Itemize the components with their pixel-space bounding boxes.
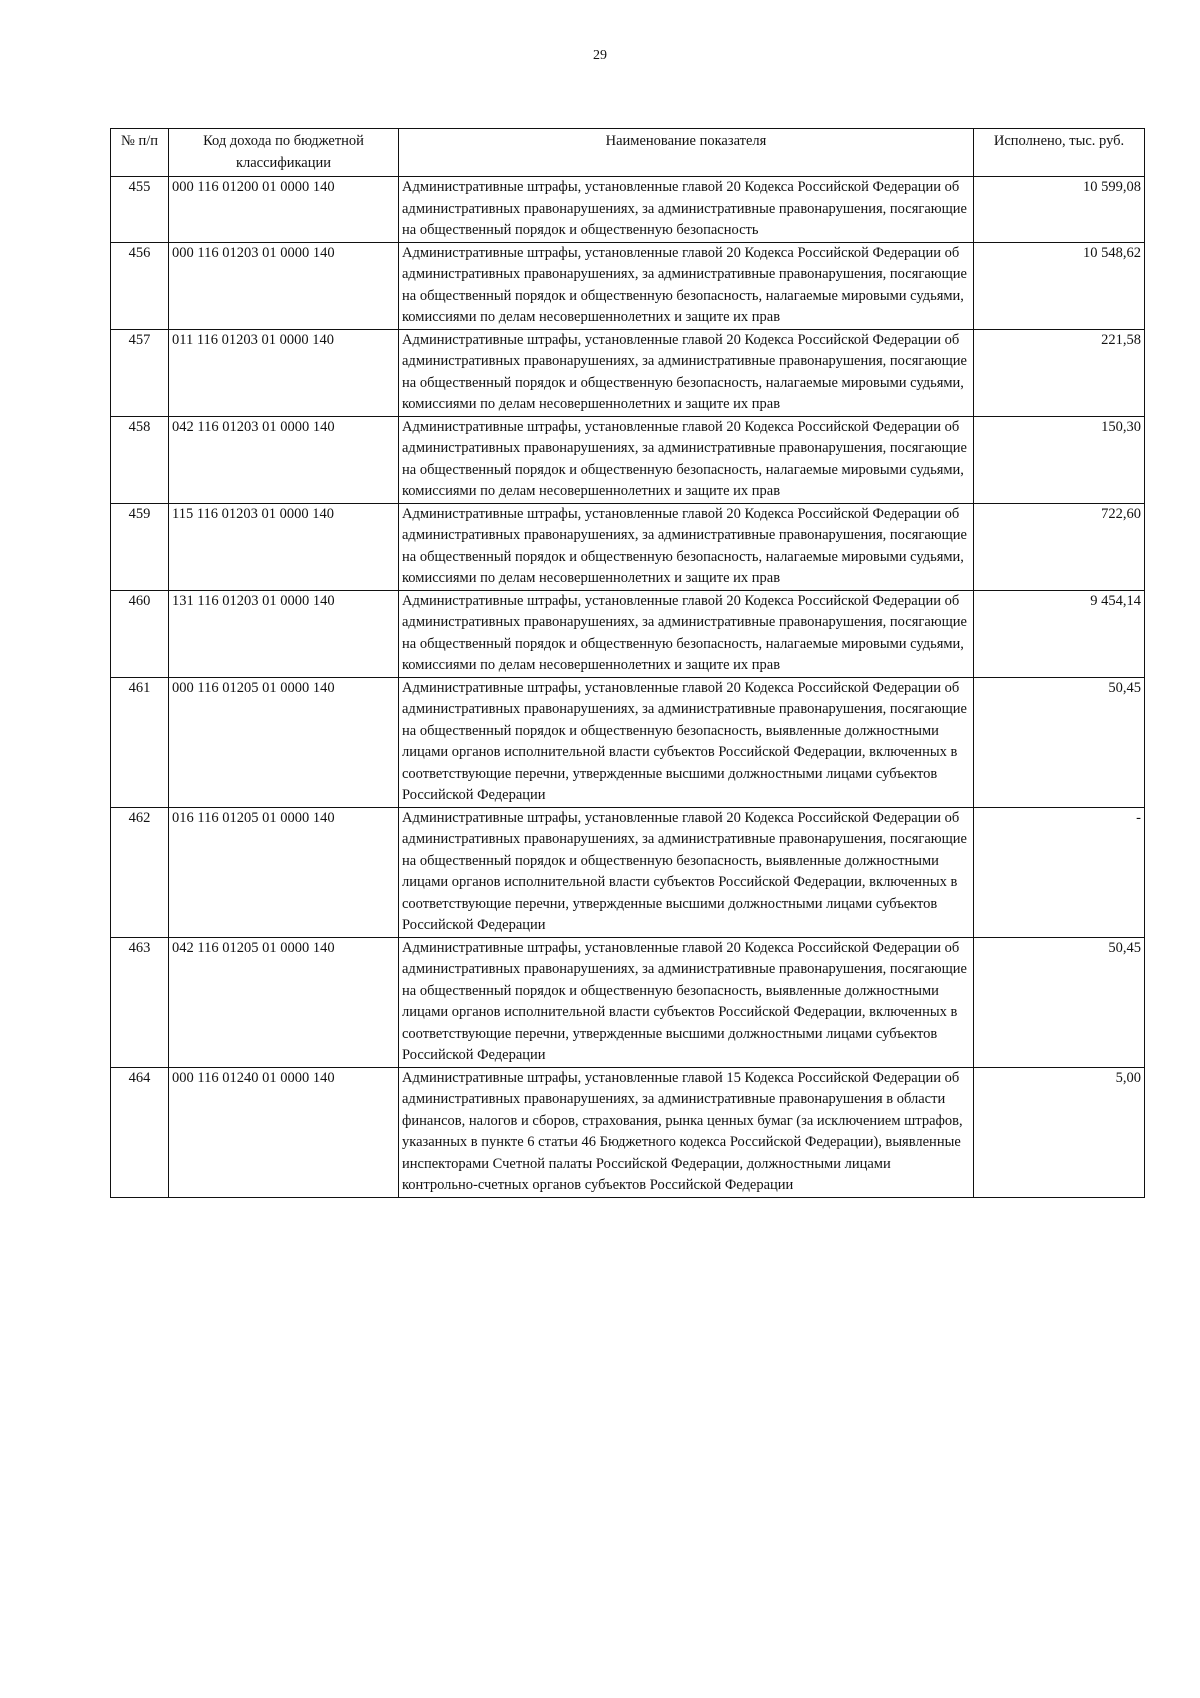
- table-row: [111, 590, 1145, 677]
- row-value: -: [974, 807, 1145, 937]
- row-value: 9 454,14: [974, 590, 1145, 677]
- table-row: [111, 177, 1145, 243]
- row-value: 10 599,08: [974, 177, 1145, 243]
- row-value: 150,30: [974, 416, 1145, 503]
- row-name: Административные штрафы, установленные главой 20 Кодекса Российской Федерации об административных правонарушениях, за административные правонарушения, посягающие на общественный порядок и общественную безопасность, налагаемые мировыми судьями, комиссиями по делам несовершеннолетних и защите их прав: [399, 590, 974, 677]
- row-num: 456: [111, 242, 169, 329]
- table-row: [111, 677, 1145, 807]
- row-num: 462: [111, 807, 169, 937]
- row-num: 455: [111, 177, 169, 243]
- table-row: [111, 416, 1145, 503]
- row-name: Административные штрафы, установленные главой 20 Кодекса Российской Федерации об административных правонарушениях, за административные правонарушения, посягающие на общественный порядок и общественную безопасность, налагаемые мировыми судьями, комиссиями по делам несовершеннолетних и защите их прав: [399, 242, 974, 329]
- header-value: Исполнено, тыс. руб.: [974, 129, 1145, 177]
- row-value: 5,00: [974, 1067, 1145, 1197]
- row-value: 221,58: [974, 329, 1145, 416]
- row-code: 042 116 01205 01 0000 140: [169, 937, 399, 1067]
- row-value: 722,60: [974, 503, 1145, 590]
- table-row: [111, 1067, 1145, 1197]
- row-name: Административные штрафы, установленные главой 20 Кодекса Российской Федерации об административных правонарушениях, за административные правонарушения, посягающие на общественный порядок и общественную безопасность, налагаемые мировыми судьями, комиссиями по делам несовершеннолетних и защите их прав: [399, 416, 974, 503]
- table-row: [111, 329, 1145, 416]
- row-num: 459: [111, 503, 169, 590]
- row-num: 464: [111, 1067, 169, 1197]
- row-num: 457: [111, 329, 169, 416]
- budget-revenue-table: [110, 128, 1145, 1198]
- row-value: 10 548,62: [974, 242, 1145, 329]
- row-name: Административные штрафы, установленные главой 20 Кодекса Российской Федерации об административных правонарушениях, за административные правонарушения, посягающие на общественный порядок и общественную безопасность, выявленные должностными лицами органов исполнительной власти субъектов Российской Федерации, включенных в соответствующие перечни, утвержденные высшими должностными лицами субъектов Российской Федерации: [399, 677, 974, 807]
- table-header-row: [111, 129, 1145, 177]
- table-row: [111, 807, 1145, 937]
- row-value: 50,45: [974, 937, 1145, 1067]
- row-code: 042 116 01203 01 0000 140: [169, 416, 399, 503]
- page-number: 29: [593, 48, 607, 63]
- header-num: № п/п: [111, 129, 169, 177]
- row-code: 000 116 01200 01 0000 140: [169, 177, 399, 243]
- row-num: 460: [111, 590, 169, 677]
- header-code: Код дохода по бюджетной классификации: [169, 129, 399, 177]
- row-num: 461: [111, 677, 169, 807]
- table-row: [111, 937, 1145, 1067]
- table-row: [111, 242, 1145, 329]
- header-name: Наименование показателя: [399, 129, 974, 177]
- row-num: 458: [111, 416, 169, 503]
- row-name: Административные штрафы, установленные главой 20 Кодекса Российской Федерации об административных правонарушениях, за административные правонарушения, посягающие на общественный порядок и общественную безопасность, налагаемые мировыми судьями, комиссиями по делам несовершеннолетних и защите их прав: [399, 503, 974, 590]
- row-code: 115 116 01203 01 0000 140: [169, 503, 399, 590]
- row-value: 50,45: [974, 677, 1145, 807]
- row-code: 016 116 01205 01 0000 140: [169, 807, 399, 937]
- row-name: Административные штрафы, установленные главой 15 Кодекса Российской Федерации об административных правонарушениях, за административные правонарушения в области финансов, налогов и сборов, страхования, рынка ценных бумаг (за исключением штрафов, указанных в пункте 6 статьи 46 Бюджетного кодекса Российской Федерации), выявленные инспекторами Счетной палаты Российской Федерации, должностными лицами контрольно-счетных органов субъектов Российской Федерации: [399, 1067, 974, 1197]
- row-code: 000 116 01240 01 0000 140: [169, 1067, 399, 1197]
- row-num: 463: [111, 937, 169, 1067]
- row-code: 000 116 01205 01 0000 140: [169, 677, 399, 807]
- row-code: 131 116 01203 01 0000 140: [169, 590, 399, 677]
- row-name: Административные штрафы, установленные главой 20 Кодекса Российской Федерации об административных правонарушениях, за административные правонарушения, посягающие на общественный порядок и общественную безопасность, выявленные должностными лицами органов исполнительной власти субъектов Российской Федерации, включенных в соответствующие перечни, утвержденные высшими должностными лицами субъектов Российской Федерации: [399, 937, 974, 1067]
- row-code: 011 116 01203 01 0000 140: [169, 329, 399, 416]
- row-name: Административные штрафы, установленные главой 20 Кодекса Российской Федерации об административных правонарушениях, за административные правонарушения, посягающие на общественный порядок и общественную безопасность, выявленные должностными лицами органов исполнительной власти субъектов Российской Федерации, включенных в соответствующие перечни, утвержденные высшими должностными лицами субъектов Российской Федерации: [399, 807, 974, 937]
- row-name: Административные штрафы, установленные главой 20 Кодекса Российской Федерации об административных правонарушениях, за административные правонарушения, посягающие на общественный порядок и общественную безопасность, налагаемые мировыми судьями, комиссиями по делам несовершеннолетних и защите их прав: [399, 329, 974, 416]
- row-name: Административные штрафы, установленные главой 20 Кодекса Российской Федерации об административных правонарушениях, за административные правонарушения, посягающие на общественный порядок и общественную безопасность: [399, 177, 974, 243]
- table-row: [111, 503, 1145, 590]
- row-code: 000 116 01203 01 0000 140: [169, 242, 399, 329]
